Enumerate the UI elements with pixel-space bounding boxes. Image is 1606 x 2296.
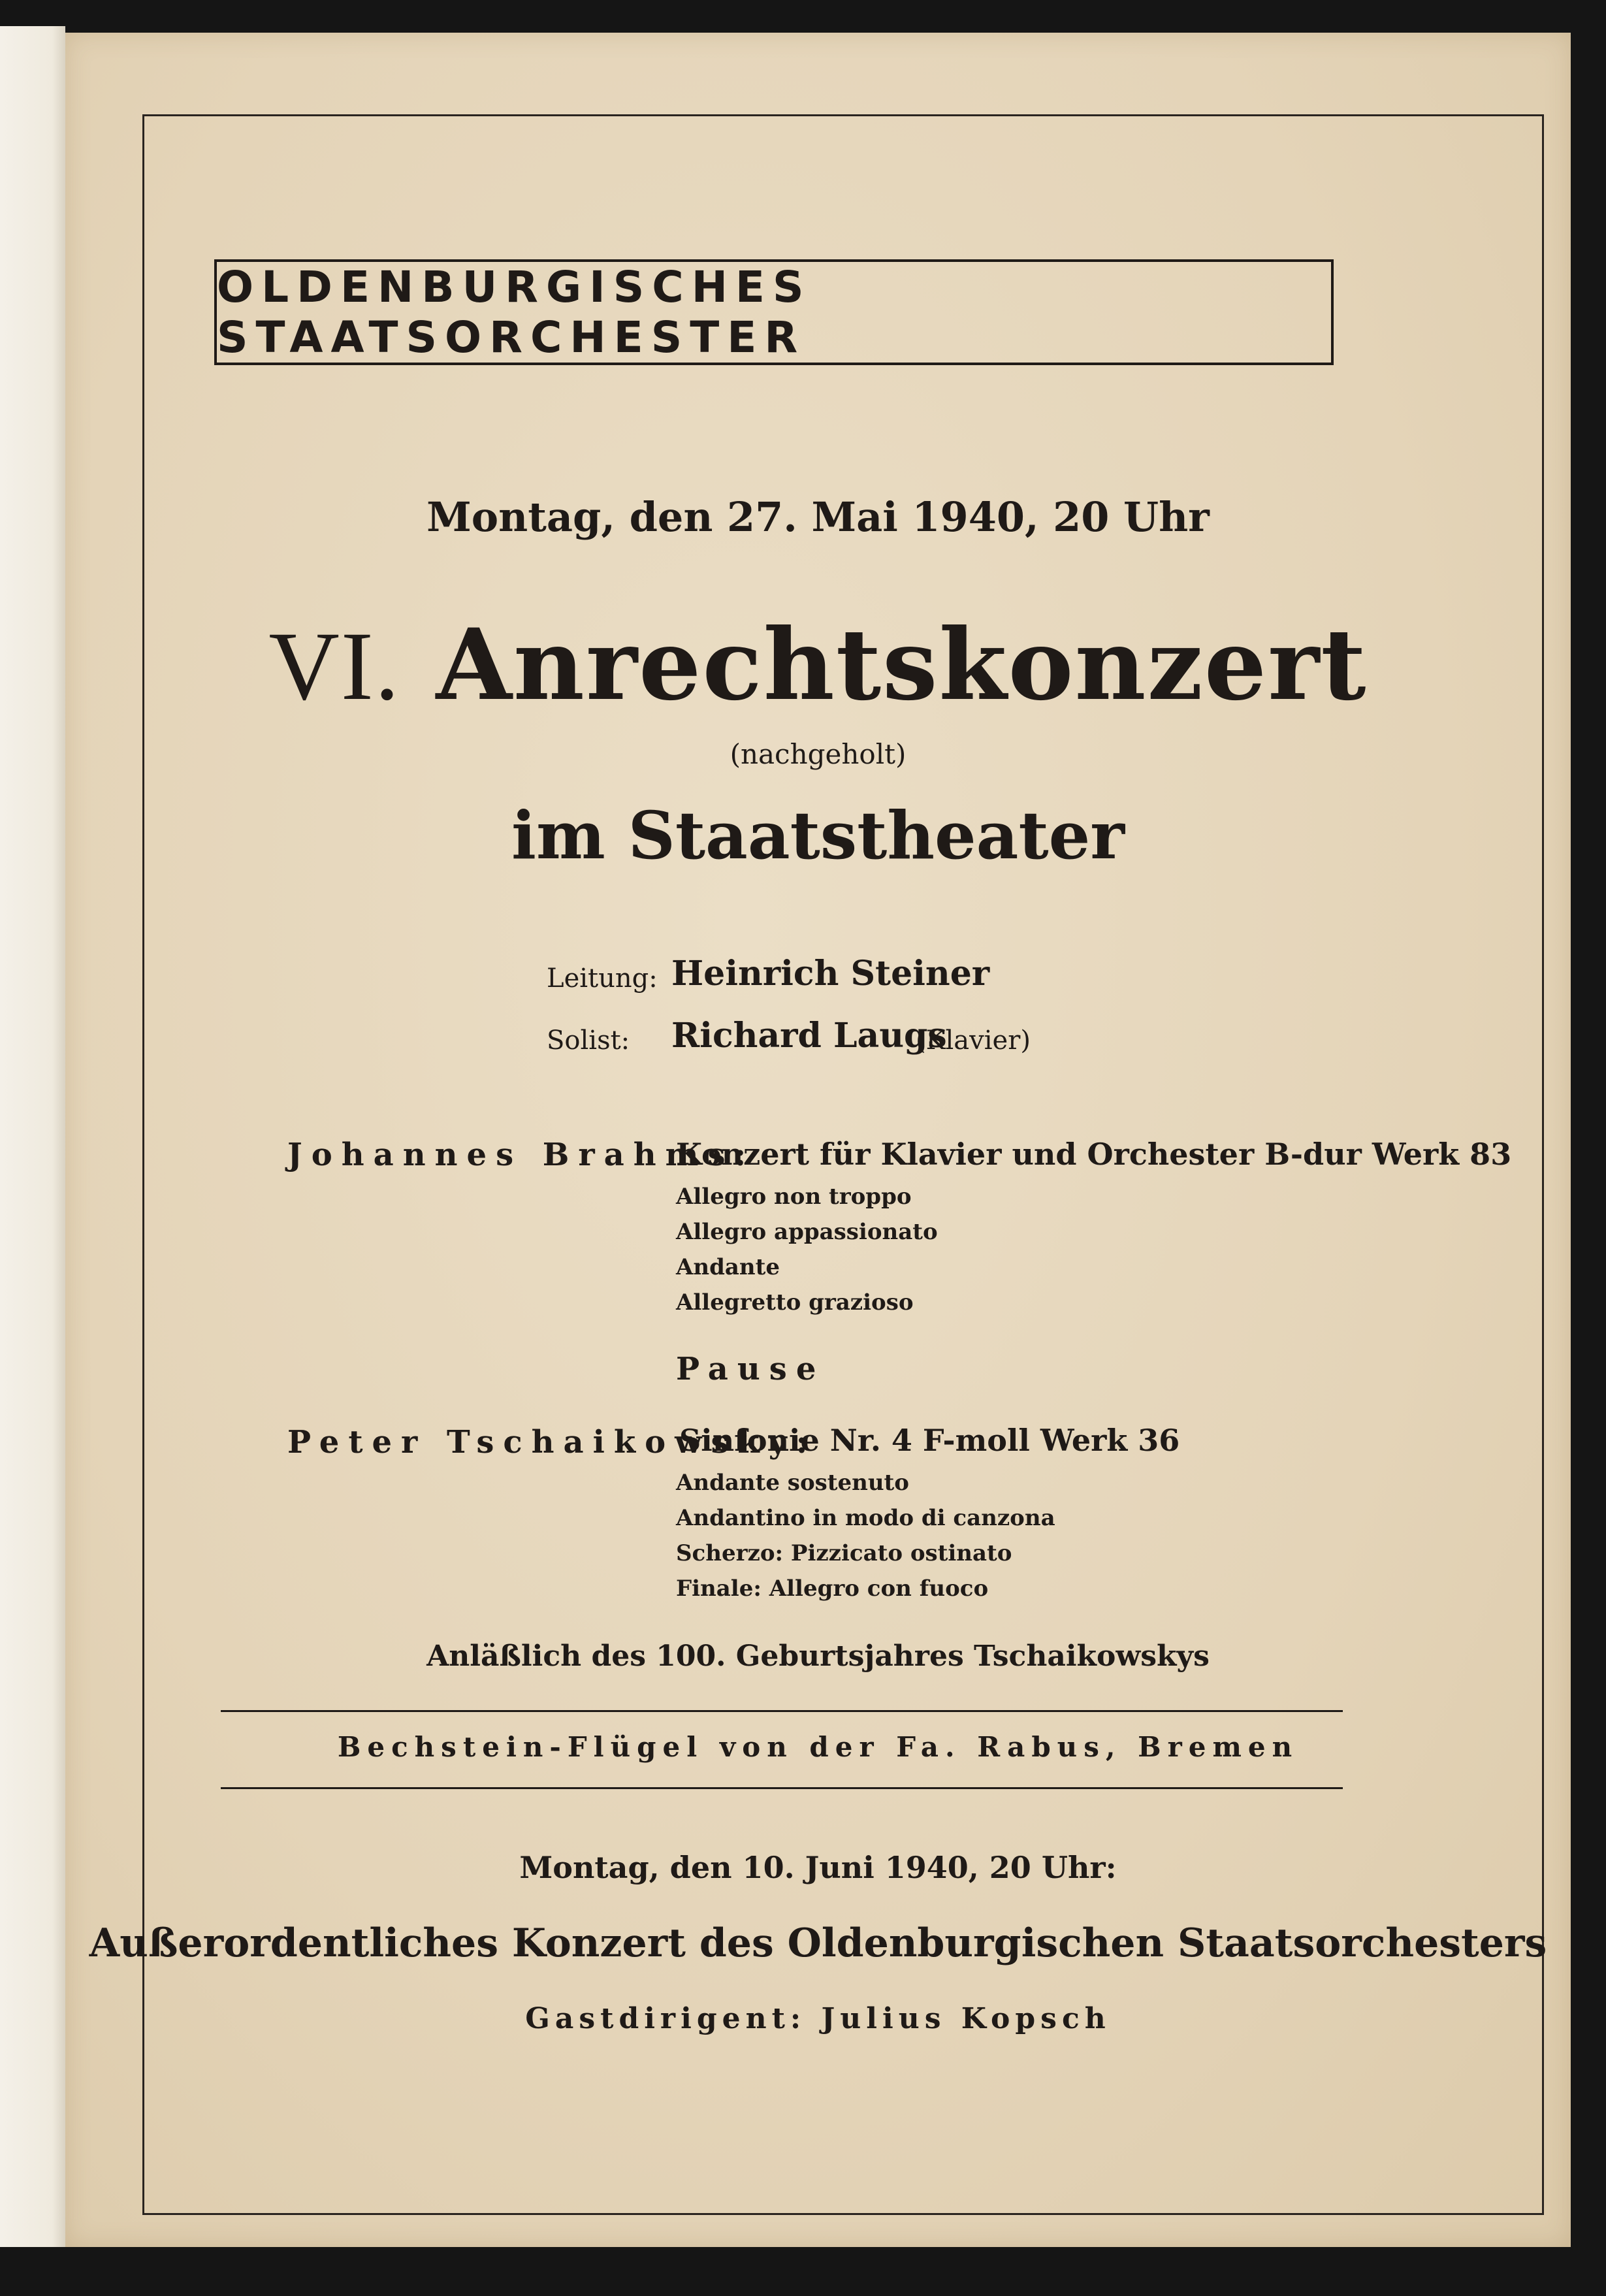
program-page [65,33,1571,2247]
concert-heading [65,607,1571,722]
work-tschaikowsky: Sinfonie Nr. 4 F-moll Werk 36 [679,1423,1180,1458]
soloist-name: Richard Laugs [671,1016,947,1056]
composer-tschaikowsky: Peter Tschaikowsky: [287,1424,817,1461]
leitung-label: Leitung: [547,963,658,994]
rescheduled-note: (nachgeholt) [730,738,907,770]
divider-bottom [221,1787,1343,1789]
orchestra-title: OLDENBURGISCHES STAATSORCHESTER [217,262,812,363]
movement-tschaikowsky-2: Andantino in modo di canzona [676,1505,1055,1531]
movement-brahms-4: Allegretto grazioso [676,1289,914,1316]
movement-brahms-3: Andante [676,1254,780,1280]
movement-brahms-1: Allegro non troppo [676,1184,912,1210]
movement-brahms-2: Allegro appassionato [676,1219,938,1245]
orchestra-header-box [214,259,1334,365]
guest-conductor: Gastdirigent: Julius Kopsch [525,2002,1111,2035]
occasion-note: Anläßlich des 100. Geburtsjahres Tschaikowskys [426,1640,1210,1673]
piano-credit: Bechstein-Flügel von der Fa. Rabus, Bremen [337,1731,1299,1763]
next-concert-date: Montag, den 10. Juni 1940, 20 Uhr: [519,1850,1117,1885]
concert-date: Montag, den 27. Mai 1940, 20 Uhr [426,493,1210,541]
composer-brahms: Johannes Brahms: [287,1137,756,1173]
venue: im Staatstheater [511,797,1125,874]
work-brahms: Konzert für Klavier und Orchester B-dur Werk 83 [676,1137,1512,1172]
solist-label: Solist: [547,1026,630,1056]
divider-top [221,1710,1343,1712]
conductor-name: Heinrich Steiner [671,954,990,994]
movement-tschaikowsky-4: Finale: Allegro con fuoco [676,1576,989,1602]
binding-edge [0,26,65,2247]
intermission: Pause [676,1351,826,1387]
movement-tschaikowsky-1: Andante sostenuto [676,1470,909,1496]
movement-tschaikowsky-3: Scherzo: Pizzicato ostinato [676,1540,1012,1566]
concert-number: VI. [268,612,401,720]
concert-title: Anrechtskonzert [436,607,1368,722]
soloist-instrument: (Klavier) [916,1026,1031,1056]
next-concert-title: Außerordentliches Konzert des Oldenburgischen Staatsorchesters [89,1920,1547,1966]
